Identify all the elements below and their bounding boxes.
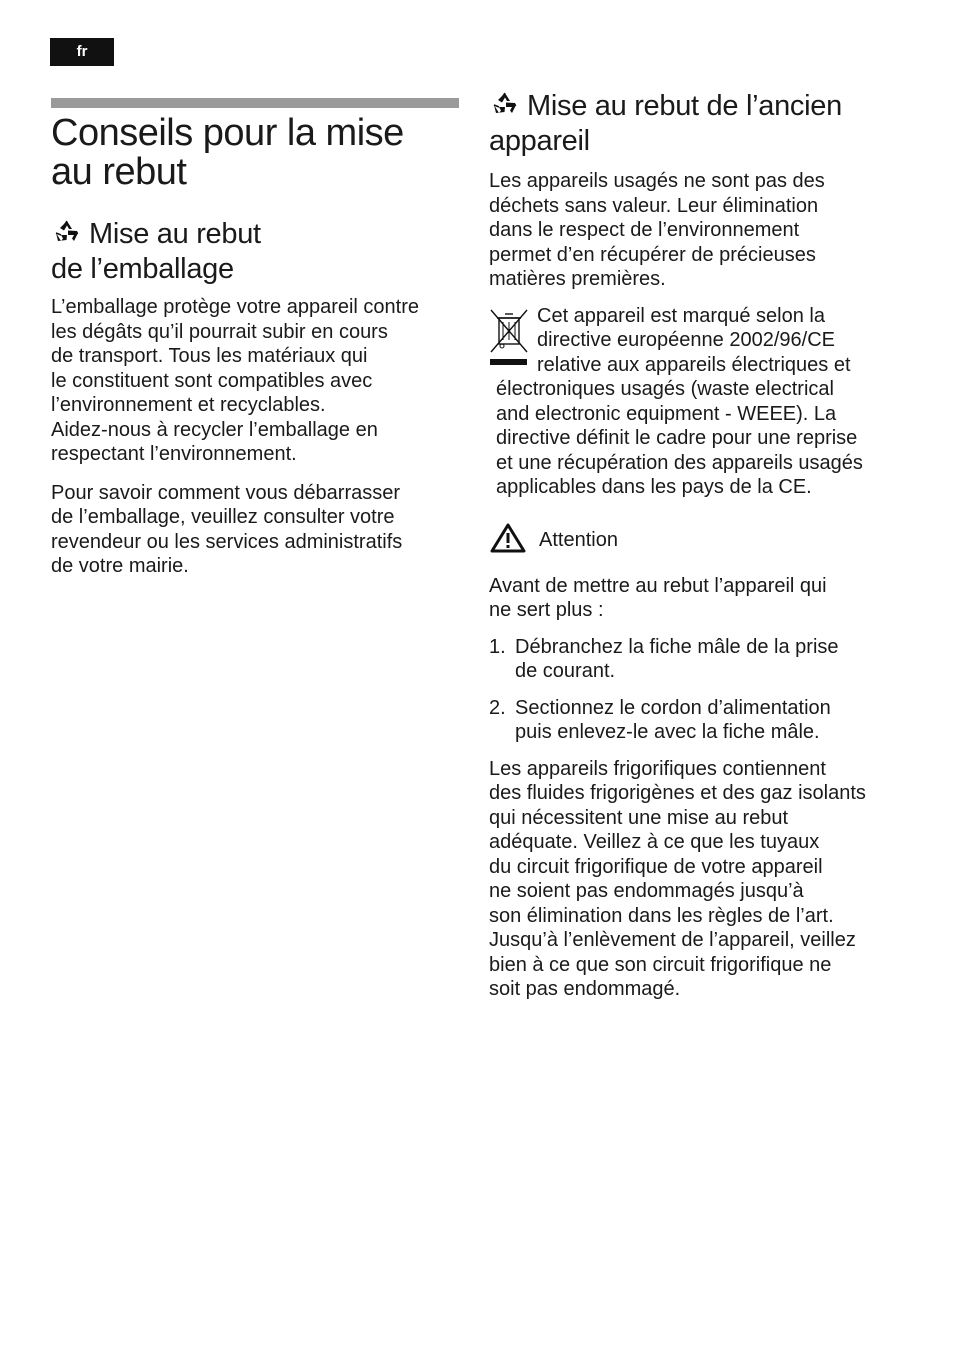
- text-line: Les appareils frigorifiques contiennent: [489, 757, 826, 780]
- text-line: bien à ce que son circuit frigorifique ne: [489, 953, 832, 976]
- packaging-heading-line: Mise au rebut: [89, 218, 261, 250]
- recycle-icon: [489, 91, 521, 125]
- text-line: Jusqu’à l’enlèvement de l’appareil, veillez: [489, 929, 856, 951]
- text-line: Sectionnez le cordon d’alimentation: [515, 696, 831, 719]
- text-line: son élimination dans les règles de l’art.: [489, 904, 834, 927]
- text-line: respectant l’environnement.: [51, 443, 297, 465]
- step-number: 1.: [489, 635, 506, 658]
- text-line: de votre mairie.: [51, 555, 189, 577]
- list-item: [489, 635, 909, 684]
- text-line: applicables dans les pays de la CE.: [496, 476, 812, 498]
- attention-label: Attention: [539, 529, 618, 551]
- text-line: dans le respect de l’environnement: [489, 219, 800, 241]
- weee-block: [489, 304, 909, 378]
- text-line: L’emballage protège votre appareil contre: [51, 296, 420, 318]
- disposal-steps: [489, 635, 909, 745]
- before-disposal-paragraph: [489, 574, 909, 623]
- page-title: [51, 114, 461, 192]
- text-line: and electronic equipment - WEEE). La: [496, 402, 837, 425]
- text-line: de l’emballage, veuillez consulter votre: [51, 506, 395, 528]
- left-column: [51, 114, 461, 579]
- warning-icon: [489, 522, 527, 560]
- page-title-line: Conseils pour la mise: [51, 112, 404, 154]
- right-column: [489, 90, 909, 1002]
- text-line: de courant.: [515, 660, 616, 682]
- text-line: le constituent sont compatibles avec: [51, 369, 373, 392]
- text-line: directive européenne 2002/96/CE: [537, 329, 835, 351]
- text-line: permet d’en récupérer de précieuses: [489, 243, 816, 266]
- text-line: Cet appareil est marqué selon la: [537, 304, 825, 327]
- weee-paragraph-start: [537, 304, 851, 378]
- text-line: déchets sans valeur. Leur élimination: [489, 194, 819, 217]
- text-line: Débranchez la fiche mâle de la prise: [515, 635, 839, 658]
- old-appliance-heading: [489, 90, 909, 157]
- weee-paragraph-rest: [496, 377, 909, 500]
- text-line: Les appareils usagés ne sont pas des: [489, 170, 825, 192]
- recycle-icon: [51, 219, 83, 253]
- packaging-heading-line: de l’emballage: [51, 253, 234, 285]
- text-line: ne soient pas endommagés jusqu’à: [489, 880, 804, 902]
- section-rule: [51, 98, 459, 108]
- text-line: l’environnement et recyclables.: [51, 394, 326, 416]
- page-title-line: au rebut: [51, 151, 187, 193]
- packaging-heading: [51, 218, 461, 285]
- text-line: ne sert plus :: [489, 599, 604, 621]
- text-line: les dégâts qu’il pourrait subir en cours: [51, 320, 388, 343]
- text-line: du circuit frigorifique de votre appareil: [489, 855, 823, 878]
- text-line: de transport. Tous les matériaux qui: [51, 345, 368, 367]
- text-line: relative aux appareils électriques et: [537, 353, 851, 376]
- list-item: [489, 696, 909, 745]
- text-line: adéquate. Veillez à ce que les tuyaux: [489, 831, 820, 853]
- text-line: directive définit le cadre pour une reprise: [496, 427, 858, 449]
- text-line: électroniques usagés (waste electrical: [496, 378, 834, 400]
- text-line: Pour savoir comment vous débarrasser: [51, 481, 401, 504]
- text-line: et une récupération des appareils usagés: [496, 451, 863, 474]
- retailer-paragraph: [51, 481, 461, 579]
- text-line: revendeur ou les services administratifs: [51, 530, 403, 553]
- step-number: 2.: [489, 696, 506, 719]
- text-line: matières premières.: [489, 268, 666, 290]
- language-tab: fr: [50, 38, 114, 66]
- crossed-bin-icon: [489, 308, 531, 373]
- text-line: qui nécessitent une mise au rebut: [489, 806, 789, 829]
- step-text: [515, 696, 831, 745]
- text-line: Aidez-nous à recycler l’emballage en: [51, 418, 378, 441]
- step-text: [515, 635, 839, 684]
- value-paragraph: [489, 169, 909, 292]
- text-line: soit pas endommagé.: [489, 978, 681, 1000]
- packaging-paragraph: [51, 295, 461, 467]
- text-line: puis enlevez-le avec la fiche mâle.: [515, 721, 820, 743]
- refrigerant-paragraph: [489, 757, 909, 1002]
- old-appliance-heading-line: Mise au rebut de l’ancien: [527, 90, 842, 122]
- attention-notice: [489, 522, 909, 560]
- text-line: Avant de mettre au rebut l’appareil qui: [489, 574, 827, 597]
- old-appliance-heading-line: appareil: [489, 125, 590, 157]
- text-line: des fluides frigorigènes et des gaz isolants: [489, 782, 866, 804]
